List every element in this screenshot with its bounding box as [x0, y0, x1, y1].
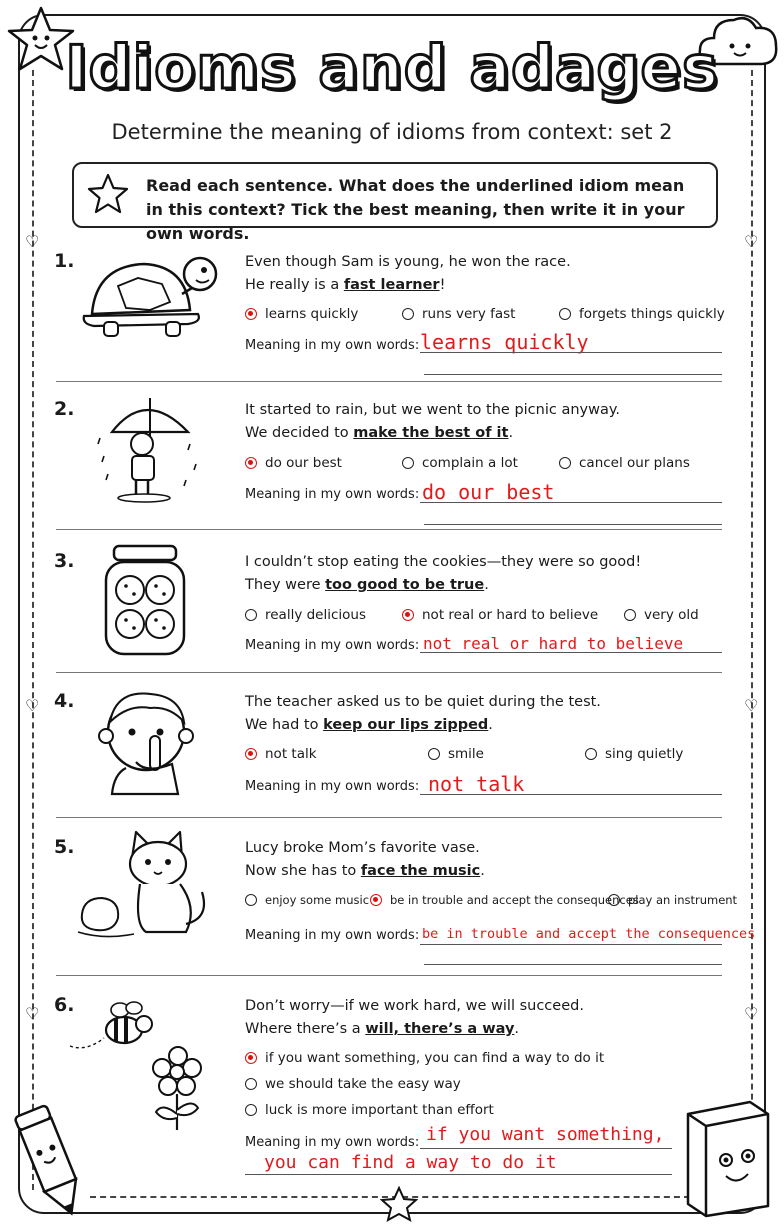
option-3[interactable]: very old — [624, 607, 699, 623]
option-2[interactable]: smile — [428, 746, 484, 762]
page-subtitle: Determine the meaning of idioms from context: set 2 — [111, 120, 673, 144]
instructions-box — [72, 162, 718, 243]
question-1 — [40, 250, 740, 380]
option-1[interactable]: not talk — [245, 746, 317, 762]
handwritten-answer-line-1[interactable]: if you want something, — [426, 1124, 665, 1145]
meaning-label: Meaning in my own words: — [245, 487, 420, 502]
radio-button[interactable] — [559, 308, 571, 320]
option-1[interactable]: learns quickly — [245, 306, 358, 322]
handwritten-answer[interactable]: be in trouble and accept the consequences — [422, 926, 756, 942]
question-number: 2. — [54, 398, 75, 420]
instructions-text: Read each sentence. What does the underlined idiom mean in this context? Tick the best meaning, then write it in your own words. — [146, 176, 685, 243]
handwritten-answer-line-2[interactable]: you can find a way to do it — [264, 1152, 557, 1173]
underlined-idiom: make the best of it — [353, 425, 509, 441]
answer-line — [420, 944, 722, 945]
option-2[interactable]: we should take the easy way — [245, 1076, 461, 1092]
radio-selected[interactable] — [245, 457, 257, 469]
option-1[interactable]: enjoy some music — [245, 893, 369, 907]
meaning-label: Meaning in my own words: — [245, 1135, 420, 1150]
radio-button[interactable] — [428, 748, 440, 760]
question-number: 6. — [54, 994, 75, 1016]
heart-icon: ♡ — [25, 696, 40, 715]
context-sentence: Don’t worry—if we work hard, we will succeed. — [245, 998, 584, 1014]
answer-line — [424, 964, 722, 965]
separator — [56, 529, 722, 530]
radio-selected[interactable] — [370, 894, 382, 906]
option-3[interactable]: forgets things quickly — [559, 306, 725, 322]
answer-line — [424, 374, 722, 375]
separator — [56, 381, 722, 382]
radio-button[interactable] — [624, 609, 636, 621]
question-2 — [40, 398, 740, 528]
radio-selected[interactable] — [245, 308, 257, 320]
answer-line — [420, 1148, 672, 1149]
handwritten-answer[interactable]: do our best — [422, 480, 555, 504]
meaning-label: Meaning in my own words: — [245, 779, 420, 794]
meaning-label: Meaning in my own words: — [245, 928, 420, 943]
underlined-idiom: fast learner — [343, 277, 440, 293]
context-sentence: The teacher asked us to be quiet during the test. — [245, 694, 601, 710]
context-sentence: I couldn’t stop eating the cookies—they were so good! — [245, 554, 642, 570]
option-3[interactable]: play an instrument — [608, 893, 737, 907]
idiom-sentence: We had to keep our lips zipped. — [245, 717, 493, 733]
answer-line — [424, 524, 722, 525]
idiom-sentence: They were too good to be true. — [245, 577, 489, 593]
star-outline-icon — [86, 172, 130, 216]
option-3[interactable]: luck is more important than effort — [245, 1102, 494, 1118]
context-sentence: It started to rain, but we went to the picnic anyway. — [245, 402, 620, 418]
handwritten-answer[interactable]: not talk — [428, 772, 525, 796]
answer-line — [420, 352, 722, 353]
idiom-sentence: We decided to make the best of it. — [245, 425, 514, 441]
answer-line — [420, 794, 722, 795]
handwritten-answer[interactable]: not real or hard to believe — [423, 634, 684, 653]
answer-line — [420, 652, 722, 653]
quiet-boy-icon — [92, 684, 202, 798]
radio-selected[interactable] — [245, 748, 257, 760]
radio-button[interactable] — [608, 894, 620, 906]
option-1[interactable]: if you want something, you can find a way to do it — [245, 1050, 604, 1066]
separator — [56, 975, 722, 976]
question-5 — [40, 836, 756, 966]
idiom-sentence: He really is a fast learner! — [245, 277, 446, 293]
option-3[interactable]: sing quietly — [585, 746, 683, 762]
question-6 — [40, 994, 740, 1184]
idiom-sentence: Where there’s a will, there’s a way. — [245, 1021, 520, 1037]
separator — [56, 672, 722, 673]
question-number: 1. — [54, 250, 75, 272]
radio-selected[interactable] — [245, 1052, 257, 1064]
answer-line — [245, 1174, 672, 1175]
cat-vase-icon — [74, 828, 214, 944]
question-number: 4. — [54, 690, 75, 712]
answer-line — [420, 502, 722, 503]
underlined-idiom: too good to be true — [325, 577, 485, 593]
radio-button[interactable] — [559, 457, 571, 469]
separator — [56, 817, 722, 818]
page-title: Idioms and adages — [65, 33, 719, 103]
idiom-sentence: Now she has to face the music. — [245, 863, 485, 879]
underlined-idiom: keep our lips zipped — [323, 717, 489, 733]
question-4 — [40, 690, 740, 810]
radio-selected[interactable] — [402, 609, 414, 621]
handwritten-answer[interactable]: learns quickly — [420, 330, 589, 354]
radio-button[interactable] — [245, 609, 257, 621]
cookie-jar-icon — [100, 544, 190, 658]
meaning-label: Meaning in my own words: — [245, 638, 420, 653]
option-3[interactable]: cancel our plans — [559, 455, 690, 471]
option-2[interactable]: be in trouble and accept the consequences — [370, 893, 639, 907]
heart-icon: ♡ — [25, 232, 40, 251]
meaning-label: Meaning in my own words: — [245, 338, 420, 353]
question-number: 5. — [54, 836, 75, 858]
option-1[interactable]: really delicious — [245, 607, 366, 623]
option-2[interactable]: complain a lot — [402, 455, 518, 471]
underlined-idiom: face the music — [360, 863, 481, 879]
star-icon — [380, 1186, 418, 1222]
radio-button[interactable] — [245, 1078, 257, 1090]
option-1[interactable]: do our best — [245, 455, 342, 471]
radio-button[interactable] — [245, 1104, 257, 1116]
radio-button[interactable] — [245, 894, 257, 906]
context-sentence: Lucy broke Mom’s favorite vase. — [245, 840, 480, 856]
heart-icon: ♡ — [744, 1004, 759, 1023]
radio-button[interactable] — [585, 748, 597, 760]
heart-icon: ♡ — [744, 696, 759, 715]
question-number: 3. — [54, 550, 75, 572]
radio-button[interactable] — [402, 308, 414, 320]
turtle-icon — [78, 250, 218, 342]
radio-button[interactable] — [402, 457, 414, 469]
boy-umbrella-icon — [90, 394, 210, 504]
option-2[interactable]: not real or hard to believe — [402, 607, 598, 623]
question-3 — [40, 550, 740, 670]
heart-icon: ♡ — [25, 1004, 40, 1023]
context-sentence: Even though Sam is young, he won the race. — [245, 254, 571, 270]
option-2[interactable]: runs very fast — [402, 306, 515, 322]
underlined-idiom: will, there’s a way — [365, 1021, 515, 1037]
heart-icon: ♡ — [744, 232, 759, 251]
bee-flower-icon — [66, 994, 206, 1134]
